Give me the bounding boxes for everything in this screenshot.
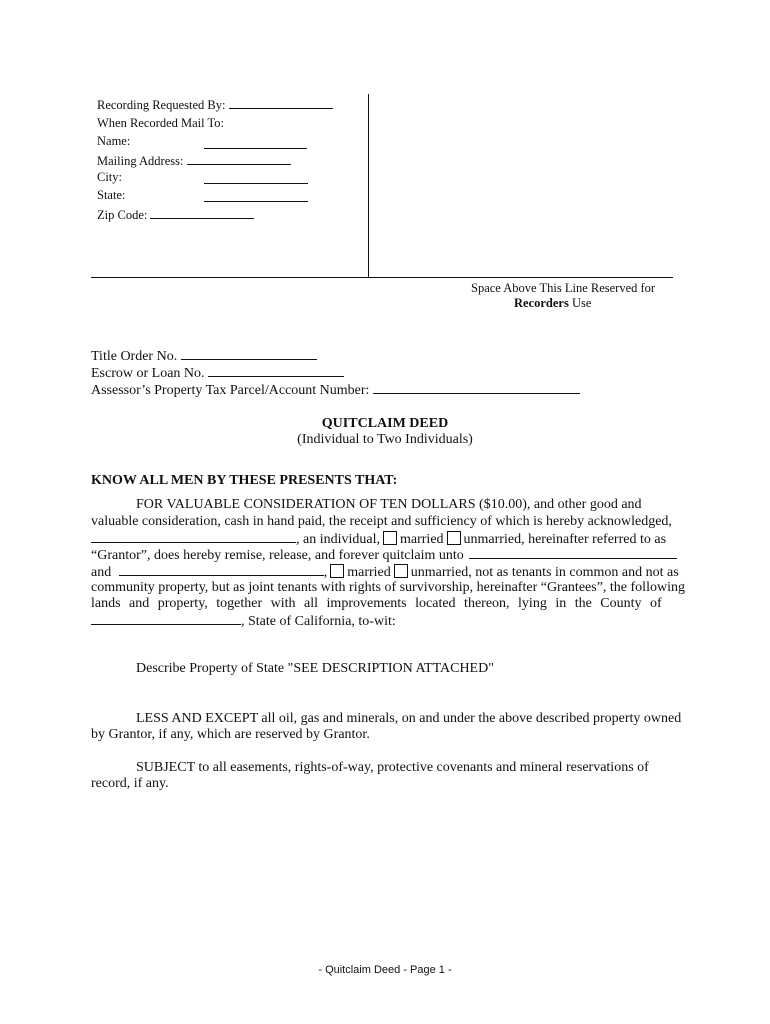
title-order-row: Title Order No. — [91, 347, 317, 365]
assessor-row: Assessor’s Property Tax Parcel/Account Number: — [91, 381, 580, 399]
para-line-5: and , married unmarried, not as tenants in common and not as — [91, 565, 679, 580]
know-all-men-heading: KNOW ALL MEN BY THESE PRESENTS THAT: — [91, 473, 398, 488]
header-vertical-divider — [368, 94, 369, 278]
name-label: Name: — [97, 134, 131, 148]
grantees-married-checkbox[interactable] — [330, 564, 344, 578]
recording-requested-by: Recording Requested By: — [97, 96, 333, 113]
escrow-field[interactable] — [208, 364, 344, 377]
name-field[interactable] — [204, 136, 307, 149]
mailing-address-field[interactable] — [187, 152, 291, 165]
subject-line-2: record, if any. — [91, 776, 169, 791]
property-description: Describe Property of State "SEE DESCRIPTION ATTACHED" — [136, 661, 494, 676]
para-line-3: , an individual, married unmarried, hereinafter referred to as — [91, 530, 680, 548]
page-number: Page 1 — [410, 964, 445, 976]
recorders-use-note: Recorders Use — [514, 296, 592, 310]
zip-code-row: Zip Code: — [97, 206, 254, 223]
assessor-field[interactable] — [373, 381, 580, 394]
document-title: QUITCLAIM DEED — [321, 416, 449, 431]
requested-by-field[interactable] — [229, 96, 333, 109]
grantee-2-field[interactable] — [119, 563, 324, 576]
county-field[interactable] — [91, 612, 241, 625]
grantees-unmarried-checkbox[interactable] — [394, 564, 408, 578]
grantor-name-field[interactable] — [91, 530, 296, 543]
less-except-line-1: LESS AND EXCEPT all oil, gas and minerals, on and under the above described property owned — [136, 711, 682, 726]
para-line-7: lands and property, together with all improvements located thereon, lying in the County of — [91, 596, 662, 611]
para-line-2: valuable consideration, cash in hand paid, the receipt and sufficiency of which is hereby acknowledged, — [91, 514, 672, 529]
city-field[interactable] — [204, 171, 308, 184]
para-line-4: “Grantor”, does hereby remise, release, and forever quitclaim unto — [91, 546, 680, 564]
grantee-1-field[interactable] — [469, 546, 677, 559]
state-label: State: — [97, 188, 126, 202]
mailing-address-row: Mailing Address: — [97, 152, 291, 169]
para-line-6: community property, but as joint tenants with rights of survivorship, hereinafter “Grantees”, the following — [91, 580, 685, 595]
less-except-line-2: by Grantor, if any, which are reserved by Grantor. — [91, 727, 370, 742]
para-line-8: , State of California, to-wit: — [91, 612, 680, 630]
zip-code-field[interactable] — [150, 206, 254, 219]
escrow-row: Escrow or Loan No. — [91, 364, 344, 382]
subject-line-1: SUBJECT to all easements, rights-of-way, protective covenants and mineral reservations of — [136, 760, 649, 775]
city-label: City: — [97, 170, 123, 184]
para-line-1: FOR VALUABLE CONSIDERATION OF TEN DOLLARS ($10.00), and other good and — [136, 497, 642, 512]
reserved-space-line — [91, 277, 673, 278]
state-field[interactable] — [204, 189, 308, 202]
title-order-field[interactable] — [181, 347, 317, 360]
reserved-space-note: Space Above This Line Reserved for — [471, 281, 656, 295]
document-subtitle: (Individual to Two Individuals) — [297, 432, 473, 447]
grantor-married-checkbox[interactable] — [383, 531, 397, 545]
when-recorded-mail-to: When Recorded Mail To: — [97, 116, 224, 130]
grantor-unmarried-checkbox[interactable] — [447, 531, 461, 545]
page-footer: - Quitclaim Deed - Page 1 - — [318, 964, 452, 976]
